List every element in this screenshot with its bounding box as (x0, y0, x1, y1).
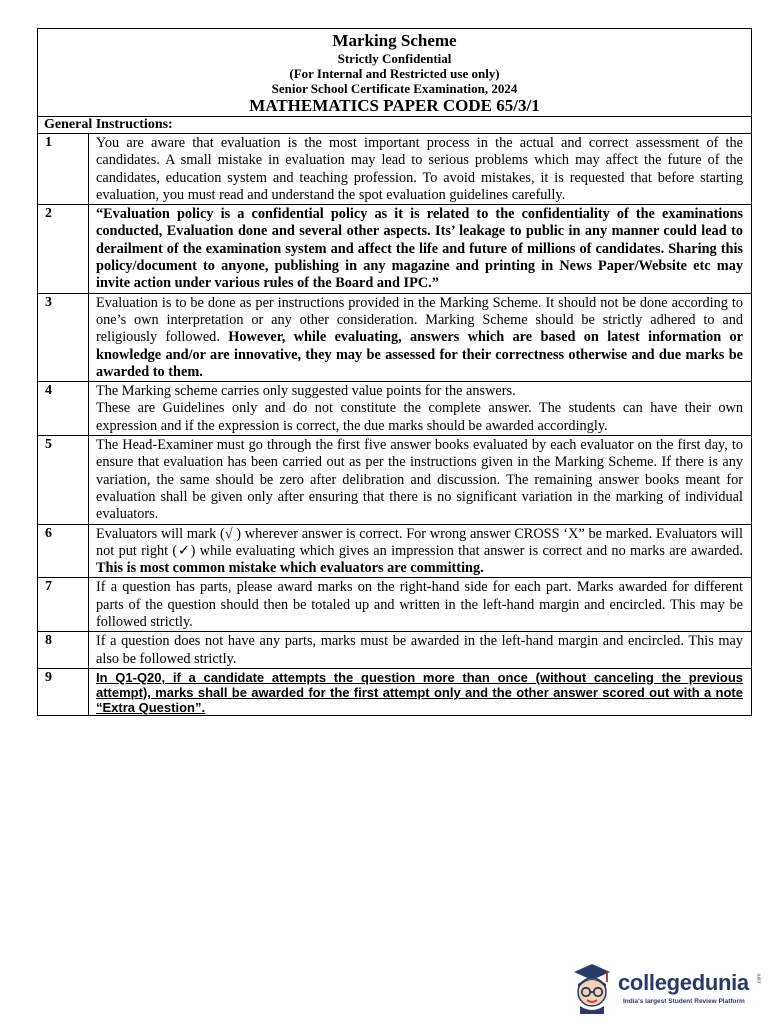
instruction-number: 5 (38, 436, 89, 523)
instruction-row (38, 294, 751, 382)
document-header (38, 29, 751, 117)
logo-tagline: India's largest Student Review Platform (623, 998, 745, 1005)
instruction-3-text: Evaluation is to be done as per instructions provided in the Marking Scheme. It should not be done according to one’s own interpretation or any other consideration. Marking Scheme should be strictly adhered to and religiously followed. (96, 294, 743, 346)
usage-note: (For Internal and Restricted use only) (289, 66, 500, 81)
instruction-row (38, 382, 751, 436)
collegedunia-logo (568, 962, 763, 1014)
instruction-row (38, 632, 751, 669)
instruction-number: 1 (38, 134, 89, 204)
instruction-row (38, 578, 751, 632)
instruction-row (38, 436, 751, 524)
instruction-number: 8 (38, 632, 89, 668)
instruction-3-bold: However, while evaluating, answers which are based on latest information or knowledge and/or are innovative, they may be assessed for their correctness otherwise and due marks be awarded to them. (96, 329, 744, 380)
marking-scheme-document (37, 28, 752, 716)
instruction-number: 6 (38, 525, 89, 578)
instruction-4-line1: The Marking scheme carries only suggested value points for the answers. (96, 383, 516, 400)
instruction-9-text: In Q1-Q20, if a candidate attempts the question more than once (without canceling the previous attempt), marks shall be awarded for the first attempt only and the other answer scored out with a note “Extra Question”. (96, 669, 743, 715)
instruction-row (38, 205, 751, 293)
instruction-6-text: Evaluators will mark (√ ) wherever answer is correct. For wrong answer CROSS ‘X” be marked. Evaluators will not put right (✓) while evaluating which gives an impression that answer is correct and no marks are awarded. (96, 525, 743, 559)
instruction-text (89, 294, 751, 381)
instruction-6-bold: This is most common mistake which evaluators are committing. (96, 560, 484, 577)
instruction-number: 7 (38, 578, 89, 631)
general-instructions-heading: General Instructions: (38, 117, 751, 134)
instruction-7-text: If a question has parts, please award marks on the right-hand side for each part. Marks awarded for different parts of the question should then be totaled up and written in the left-hand margin and encircled. This may be followed strictly. (96, 579, 743, 631)
instruction-5-text: The Head-Examiner must go through the first five answer books evaluated by each evaluator on the first day, to ensure that evaluation has been carried out as per the instructions given in the Marking Scheme. If there is any variation, the same should be zero after delibration and discussion. The remaining answer books meant for evaluation shall be given only after ensuring that there is no significant variation in the marking of individual evaluators. (96, 437, 743, 523)
instruction-number: 9 (38, 669, 89, 715)
instruction-text (89, 134, 751, 204)
instruction-text (89, 382, 751, 435)
paper-code: MATHEMATICS PAPER CODE 65/3/1 (249, 96, 540, 115)
logo-suffix: .com (756, 973, 763, 985)
mascot-icon (568, 962, 616, 1014)
confidential-label: Strictly Confidential (337, 51, 452, 66)
instruction-number: 4 (38, 382, 89, 435)
instruction-text (89, 632, 751, 668)
exam-name: Senior School Certificate Examination, 2024 (271, 81, 518, 96)
instruction-text (89, 205, 751, 292)
instruction-text (89, 436, 751, 523)
instruction-row (38, 669, 751, 715)
instruction-number: 3 (38, 294, 89, 381)
instruction-row (38, 134, 751, 205)
instruction-2-text: “Evaluation policy is a confidential policy as it is related to the confidentiality of the examinations conducted, Evaluation done and several other aspects. Its’ leakage to public in any manner could lead to derailment of the examination system and affect the life and future of millions of candidates. Sharing this policy/document to anyone, publishing in any magazine and printing in News Paper/Website etc may invite action under various rules of the Board and IPC.” (96, 206, 743, 292)
instruction-text (89, 525, 751, 578)
instruction-8-text: If a question does not have any parts, marks must be awarded in the left-hand margin and encircled. This may also be followed strictly. (96, 633, 743, 667)
instruction-text (89, 669, 751, 715)
instruction-text (89, 578, 751, 631)
document-title: Marking Scheme (332, 31, 457, 50)
instruction-1-text: You are aware that evaluation is the most important process in the actual and correct assessment of the candidates. A small mistake in evaluation may lead to serious problems which may affect the future of the candidates, education system and teaching profession. To avoid mistakes, it is requested that before starting evaluation, you must read and understand the spot evaluation guidelines carefully. (96, 135, 743, 203)
instruction-number: 2 (38, 205, 89, 292)
logo-wordmark: collegedunia (618, 970, 749, 995)
instruction-row (38, 525, 751, 579)
instruction-4-line2: These are Guidelines only and do not constitute the complete answer. The students can have their own expression and if the expression is correct, the due marks should be awarded accordingly. (96, 400, 743, 434)
